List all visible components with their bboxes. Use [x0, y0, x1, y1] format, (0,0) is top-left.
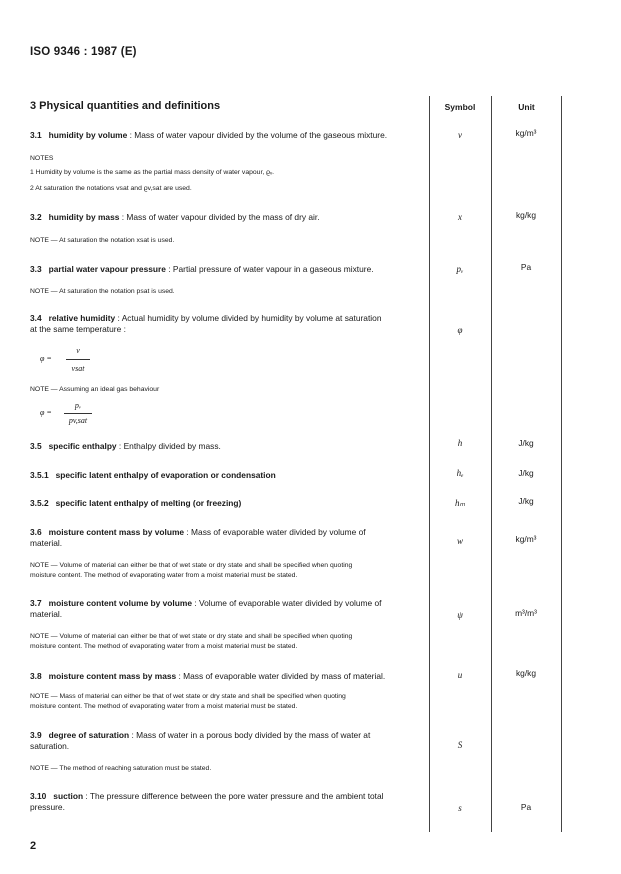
- note-text: NOTE — At saturation the notation xsat is used.: [30, 237, 175, 244]
- entry-symbol: v: [458, 130, 462, 140]
- note-text: NOTE — At saturation the notation psat is used.: [30, 288, 175, 295]
- entry-symbol: x: [458, 212, 462, 222]
- entry-number: 3.4: [30, 313, 42, 323]
- entry-symbol: hₘ: [454, 498, 466, 508]
- entry-3-2: [30, 212, 425, 223]
- entry-term: relative humidity: [48, 313, 116, 323]
- column-divider-unit: [491, 96, 492, 832]
- entry-number: 3.5.1: [30, 470, 49, 480]
- entry-symbol: w: [456, 536, 463, 546]
- entry-term: moisture content mass by mass: [48, 671, 177, 681]
- entry-term: moisture content volume by volume: [48, 598, 192, 608]
- entry-definition: : Enthalpy divided by mass.: [116, 441, 221, 451]
- entry-symbol: s: [458, 803, 462, 813]
- entry-unit: m³/m³: [515, 608, 537, 618]
- entry-unit: kg/kg: [515, 210, 537, 220]
- note-text: NOTE — The method of reaching saturation must be stated.: [30, 765, 212, 772]
- entry-3-1: [30, 130, 425, 141]
- entry-unit: J/kg: [518, 496, 534, 506]
- entry-symbol: u: [457, 670, 463, 680]
- note-text: NOTE — Volume of material can either be that of wet state or dry state and shall be specified when quoting: [30, 562, 353, 569]
- entry-term: moisture content mass by volume: [48, 527, 185, 537]
- document-header: ISO 9346 : 1987 (E): [30, 46, 137, 58]
- entry-3-8: [30, 671, 425, 682]
- entry-symbol: ψ: [457, 610, 463, 620]
- entry-number: 3.9: [30, 730, 42, 740]
- entry-symbol: pᵥ: [456, 264, 464, 274]
- entry-number: 3.6: [30, 527, 42, 537]
- entry-definition: : Partial pressure of water vapour in a gaseous mixture.: [165, 264, 374, 274]
- entry-term: partial water vapour pressure: [48, 264, 166, 274]
- entry-unit: kg/kg: [515, 668, 537, 678]
- entry-number: 3.7: [30, 598, 42, 608]
- entry-definition: : Mass of water vapour divided by the volume of the gaseous mixture.: [127, 130, 388, 140]
- entry-term: specific enthalpy: [48, 441, 117, 451]
- entry-term: degree of saturation: [48, 730, 130, 740]
- entry-number: 3.1: [30, 130, 42, 140]
- entry-3-5-2: [30, 498, 425, 509]
- entry-term: suction: [53, 791, 84, 801]
- entry-number: 3.5: [30, 441, 42, 451]
- fraction-bar: [66, 359, 90, 360]
- entry-term: specific latent enthalpy of evaporation or condensation: [55, 470, 276, 480]
- entry-3-6: [30, 527, 425, 548]
- entry-unit: Pa: [520, 262, 532, 272]
- note-text: moisture content. The method of evaporating water from a moist material must be stated.: [30, 643, 298, 650]
- entry-3-5: [30, 441, 425, 452]
- formula-denominator: pv,sat: [68, 416, 88, 425]
- section-title: 3 Physical quantities and definitions: [30, 100, 221, 112]
- entry-number: 3.10: [30, 791, 47, 801]
- entry-3-7: [30, 598, 425, 619]
- note-text: moisture content. The method of evaporating water from a moist material must be stated.: [30, 703, 298, 710]
- page-number: 2: [30, 840, 37, 852]
- entry-definition: : Actual humidity by volume divided by humidity by volume at saturation: [115, 313, 382, 323]
- formula-denominator: vsat: [71, 364, 85, 373]
- note-text: NOTE — Volume of material can either be that of wet state or dry state and shall be specified when quoting: [30, 633, 353, 640]
- fraction-bar: [64, 413, 92, 414]
- column-divider-right: [561, 96, 562, 832]
- note-text: NOTE — Mass of material can either be that of wet state or dry state and shall be specified when quoting: [30, 693, 346, 700]
- formula-lhs: φ =: [40, 408, 52, 417]
- note-text: NOTE — Assuming an ideal gas behaviour: [30, 386, 160, 393]
- formula-lhs: φ =: [40, 354, 52, 363]
- formula-numerator: v: [76, 346, 80, 355]
- entry-number: 3.5.2: [30, 498, 49, 508]
- entry-definition-continued: material.: [30, 608, 63, 619]
- entry-3-10: [30, 791, 425, 812]
- column-divider-symbol: [429, 96, 430, 832]
- entry-definition: : Mass of water vapour divided by the mass of dry air.: [119, 212, 320, 222]
- entry-3-4: [30, 313, 425, 334]
- entry-definition-continued: saturation.: [30, 740, 70, 751]
- entry-definition-continued: at the same temperature :: [30, 323, 126, 334]
- entry-3-5-1: [30, 470, 425, 481]
- entry-unit: J/kg: [518, 468, 534, 478]
- note-text: moisture content. The method of evaporating water from a moist material must be stated.: [30, 572, 298, 579]
- entry-number: 3.3: [30, 264, 42, 274]
- entry-unit: J/kg: [518, 438, 534, 448]
- entry-number: 3.2: [30, 212, 42, 222]
- entry-definition-continued: pressure.: [30, 801, 65, 812]
- entry-definition-continued: material.: [30, 537, 63, 548]
- entry-definition: : Mass of evaporable water divided by volume of: [184, 527, 366, 537]
- entry-symbol: h: [457, 438, 463, 448]
- entry-term: specific latent enthalpy of melting (or freezing): [55, 498, 242, 508]
- formula-numerator: pᵥ: [74, 401, 82, 410]
- entry-number: 3.8: [30, 671, 42, 681]
- entry-definition: : The pressure difference between the pore water pressure and the ambient total: [83, 791, 384, 801]
- symbol-column-header: Symbol: [444, 102, 476, 112]
- notes-label: NOTES: [30, 155, 54, 162]
- entry-symbol: φ: [457, 325, 463, 335]
- entry-definition: : Mass of water in a porous body divided by the mass of water at: [129, 730, 371, 740]
- entry-3-3: [30, 264, 425, 275]
- entry-term: humidity by volume: [48, 130, 128, 140]
- entry-definition: : Mass of evaporable water divided by mass of material.: [176, 671, 386, 681]
- note-text: 2 At saturation the notations vsat and ϱv,sat are used.: [30, 185, 192, 192]
- entry-definition: : Volume of evaporable water divided by volume of: [191, 598, 382, 608]
- entry-symbol: S: [457, 740, 463, 750]
- entry-unit: Pa: [520, 802, 532, 812]
- entry-symbol: hₑ: [456, 468, 464, 478]
- entry-unit: kg/m³: [515, 534, 537, 544]
- note-text: 1 Humidity by volume is the same as the partial mass density of water vapour, ϱᵥ.: [30, 169, 275, 176]
- entry-term: humidity by mass: [48, 212, 120, 222]
- entry-3-9: [30, 730, 425, 751]
- unit-column-header: Unit: [518, 102, 535, 112]
- entry-unit: kg/m³: [515, 128, 537, 138]
